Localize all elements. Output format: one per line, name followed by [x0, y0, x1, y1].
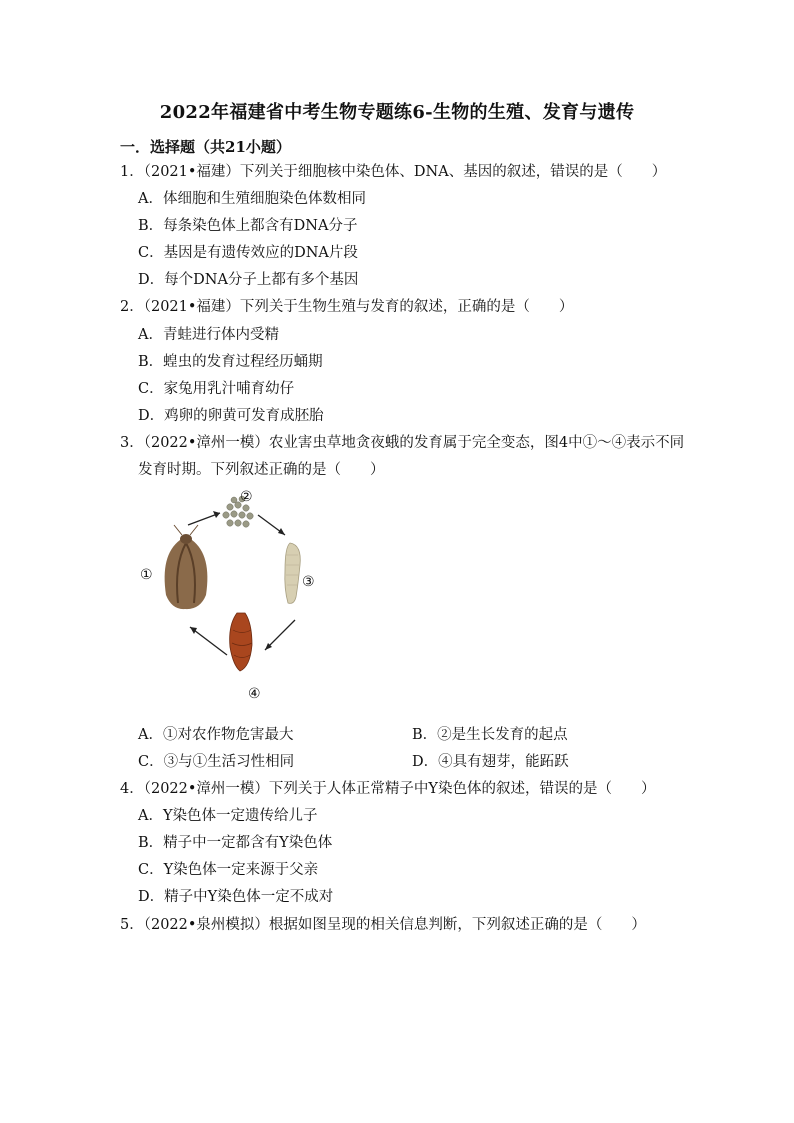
- question-3-option-d: D．④具有翅芽，能跖跃: [412, 754, 569, 770]
- question-2-stem: 2．（2021•福建）下列关于生物生殖与发育的叙述，正确的是（ ）: [120, 299, 574, 315]
- figure-label-4: ④: [248, 686, 261, 702]
- question-2-option-c: C．家兔用乳汁哺育幼仔: [138, 381, 295, 397]
- figure-label-3: ③: [302, 574, 315, 590]
- section-heading: 一．选择题（共21小题）: [120, 138, 291, 156]
- question-4-option-a: A．Y染色体一定遗传给儿子: [138, 808, 318, 824]
- question-1-option-b: B．每条染色体上都含有DNA分子: [138, 218, 358, 234]
- arrow-4-to-1: [190, 627, 227, 655]
- question-3-option-b: B．②是生长发育的起点: [412, 727, 568, 743]
- page-title: 2022年福建省中考生物专题练6-生物的生殖、发育与遗传: [159, 102, 635, 123]
- question-2-option-d: D．鸡卵的卵黄可发育成胚胎: [138, 408, 324, 424]
- question-1-option-c: C．基因是有遗传效应的DNA片段: [138, 245, 358, 261]
- larva-image: [285, 543, 300, 603]
- question-4-option-d: D．精子中Y染色体一定不成对: [138, 889, 334, 905]
- adult-moth-image: [165, 525, 208, 609]
- pupa-image: [230, 613, 252, 671]
- question-4-stem: 4．（2022•漳州一模）下列关于人体正常精子中Y染色体的叙述，错误的是（ ）: [120, 781, 656, 797]
- question-3-option-a: A．①对农作物危害最大: [138, 727, 294, 743]
- question-3-stem-line2: 发育时期。下列叙述正确的是（ ）: [138, 462, 385, 478]
- question-1-stem: 1．（2021•福建）下列关于细胞核中染色体、DNA、基因的叙述，错误的是（ ）: [120, 164, 667, 180]
- figure-label-1: ①: [140, 567, 153, 583]
- question-5-stem: 5．（2022•泉州模拟）根据如图呈现的相关信息判断，下列叙述正确的是（ ）: [120, 917, 646, 933]
- question-2-option-a: A．青蛙进行体内受精: [138, 327, 279, 343]
- question-3-option-c: C．③与①生活习性相同: [138, 754, 295, 770]
- figure-label-2: ②: [240, 489, 253, 505]
- question-1-option-a: A．体细胞和生殖细胞染色体数相同: [138, 191, 366, 207]
- question-4-option-b: B．精子中一定都含有Y染色体: [138, 835, 333, 851]
- question-1-option-d: D．每个DNA分子上都有多个基因: [138, 272, 359, 288]
- question-2-option-b: B．蝗虫的发育过程经历蛹期: [138, 354, 323, 370]
- question-4-option-c: C．Y染色体一定来源于父亲: [138, 862, 319, 878]
- question-3-stem-line1: 3．（2022•漳州一模）农业害虫草地贪夜蛾的发育属于完全变态，图4中①～④表示不同: [120, 435, 685, 451]
- insect-life-cycle-figure: [130, 485, 330, 710]
